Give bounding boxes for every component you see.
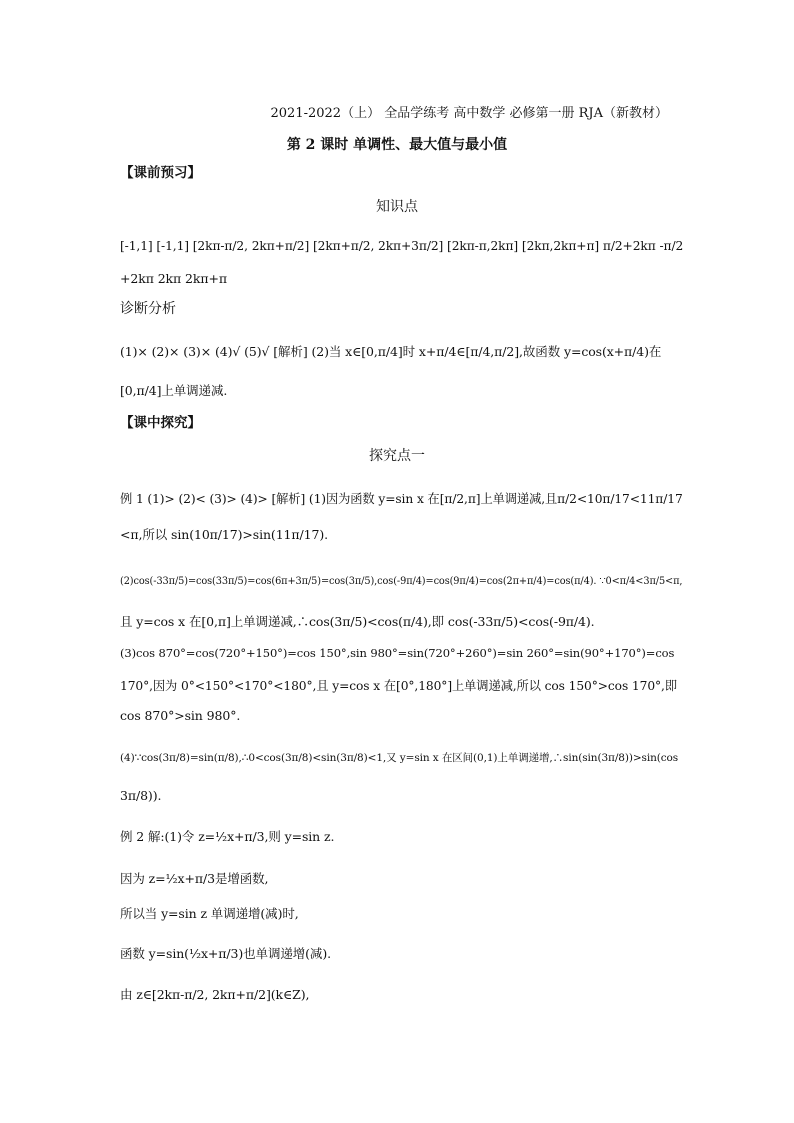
diagnosis-line-2: [0,π/4]上单调递减.: [120, 383, 228, 398]
section-explore-heading: 【课中探究】: [120, 415, 201, 431]
example1-line-3: (2)cos(-33π/5)=cos(33π/5)=cos(6π+3π/5)=cos(3π/5),cos(-9π/4)=cos(9π/4)=cos(2π+π/4)=cos(π/4). ∵0<π/4<3π/5<π,: [120, 576, 683, 587]
example1-line-7: cos 870°>sin 980°.: [120, 708, 241, 723]
explore-point-heading: 探究点一: [369, 448, 425, 464]
knowledge-heading: 知识点: [376, 199, 418, 215]
knowledge-line-1: [-1,1] [-1,1] [2kπ-π/2, 2kπ+π/2] [2kπ+π/2, 2kπ+3π/2] [2kπ-π,2kπ] [2kπ,2kπ+π] π/2+2kπ -π/2: [120, 239, 684, 253]
knowledge-line-2: +2kπ 2kπ 2kπ+π: [120, 271, 227, 286]
example2-line-3: 所以当 y=sin z 单调递增(减)时,: [120, 906, 299, 921]
document-header: 2021-2022（上） 全品学练考 高中数学 必修第一册 RJA（新教材）: [270, 106, 668, 121]
example1-line-5: (3)cos 870°=cos(720°+150°)=cos 150°,sin 980°=sin(720°+260°)=sin 260°=sin(90°+170°)=cos: [120, 646, 675, 660]
example2-line-4: 函数 y=sin(½x+π/3)也单调递增(减).: [120, 946, 331, 961]
example1-line-8: (4)∵cos(3π/8)=sin(π/8),∴0<cos(3π/8)<sin(3π/8)<1,又 y=sin x 在区间(0,1)上单调递增,∴sin(sin(3π/8))>sin(cos: [120, 752, 679, 764]
example2-line-1: 例 2 解:(1)令 z=½x+π/3,则 y=sin z.: [120, 829, 335, 844]
example1-line-2: <π,所以 sin(10π/17)>sin(11π/17).: [120, 527, 328, 542]
section-preview-heading: 【课前预习】: [120, 165, 201, 181]
example1-line-9: 3π/8)).: [120, 788, 162, 803]
example1-line-1: 例 1 (1)> (2)< (3)> (4)> [解析] (1)因为函数 y=sin x 在[π/2,π]上单调递减,且π/2<10π/17<11π/17: [120, 492, 683, 506]
example2-line-5: 由 z∈[2kπ-π/2, 2kπ+π/2](k∈Z),: [120, 987, 310, 1002]
example2-line-2: 因为 z=½x+π/3是增函数,: [120, 871, 269, 886]
diagnosis-line-1: (1)× (2)× (3)× (4)√ (5)√ [解析] (2)当 x∈[0,π/4]时 x+π/4∈[π/4,π/2],故函数 y=cos(x+π/4)在: [120, 344, 662, 359]
example1-line-6: 170°,因为 0°<150°<170°<180°,且 y=cos x 在[0°,180°]上单调递减,所以 cos 150°>cos 170°,即: [120, 679, 677, 693]
example1-line-4: 且 y=cos x 在[0,π]上单调递减,∴cos(3π/5)<cos(π/4),即 cos(-33π/5)<cos(-9π/4).: [120, 614, 595, 629]
lesson-title: 第 2 课时 单调性、最大值与最小值: [286, 137, 508, 153]
diagnosis-heading: 诊断分析: [120, 301, 176, 317]
